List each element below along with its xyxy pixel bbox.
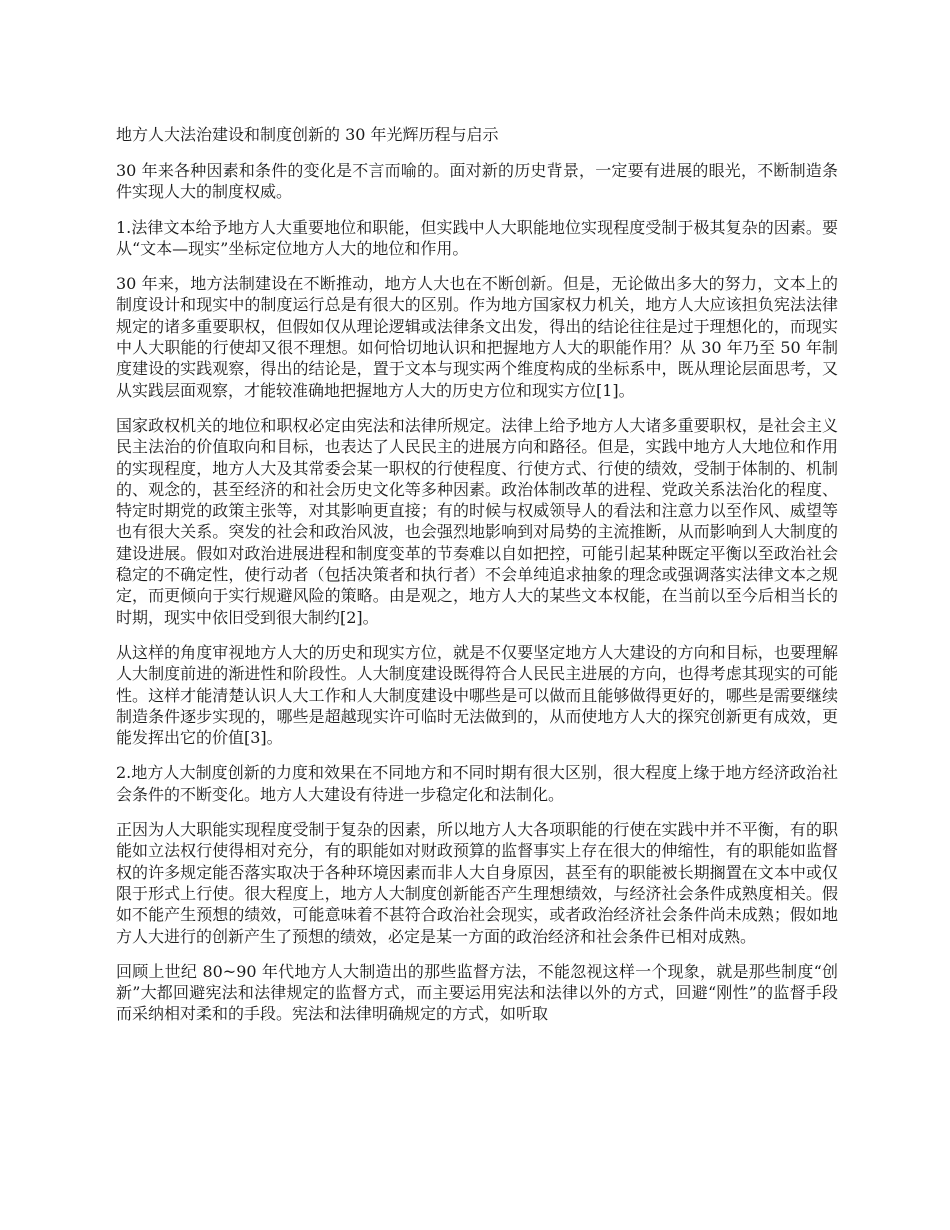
paragraph-5: 从这样的角度审视地方人大的历史和现实方位，就是不仅要坚定地方人大建设的方向和目标，也要理解人大制度前进的渐进性和阶段性。人大制度建设既得符合人民民主进展的方向，也得考虑其现实的可能性。这样才能清楚认识人大工作和人大制度建设中哪些是可以做而且能够做得更好的，哪些是需要继续制造条件逐步实现的，哪些是超越现实许可临时无法做到的，从而使地方人大的探究创新更有成效，更能发挥出它的价值[3]。 (116, 642, 838, 748)
document-title: 地方人大法治建设和制度创新的 30 年光辉历程与启示 (116, 125, 499, 144)
paragraph-8: 回顾上世纪 80~90 年代地方人大制造出的那些监督方法，不能忽视这样一个现象，就是那些制度“创新”大都回避宪法和法律规定的监督方式，而主要运用宪法和法律以外的方式，回避“刚性”的监督手段而采纳相对柔和的手段。宪法和法律明确规定的方式，如听取 (116, 961, 838, 1024)
paragraph-4: 国家政权机关的地位和职权必定由宪法和法律所规定。法律上给予地方人大诸多重要职权，是社会主义民主法治的价值取向和目标，也表达了人民民主的进展方向和路径。但是，实践中地方人大地位和作用的实现程度，地方人大及其常委会某一职权的行使程度、行使方式、行使的绩效，受制于体制的、机制的、观念的，甚至经济的和社会历史文化等多种因素。政治体制改革的进程、党政关系法治化的程度、特定时期党的政策主张等，对其影响更直接；有的时候与权威领导人的看法和注意力以至作风、威望等也有很大关系。突发的社会和政治风波，也会强烈地影响到对局势的主流推断，从而影响到人大制度的建设进展。假如对政治进展进程和制度变革的节奏难以自如把控，可能引起某种既定平衡以至政治社会稳定的不确定性，使行动者（包括决策者和执行者）不会单纯追求抽象的理念或强调落实法律文本之规定，而更倾向于实行规避风险的策略。由是观之，地方人大的某些文本权能，在当前以至今后相当长的时期，现实中依旧受到很大制约[2]。 (116, 415, 838, 627)
paragraph-3: 30 年来，地方法制建设在不断推动，地方人大也在不断创新。但是，无论做出多大的努力，文本上的制度设计和现实中的制度运行总是有很大的区别。作为地方国家权力机关，地方人大应该担负宪法法律规定的诸多重要职权，但假如仅从理论逻辑或法律条文出发，得出的结论往往是过于理想化的，而现实中人大职能的行使却又很不理想。如何恰切地认识和把握地方人大的职能作用？从 30 年乃至 50 年制度建设的实践观察，得出的结论是，置于文本与现实两个维度构成的坐标系中，既从理论层面思考，又从实践层面观察，才能较准确地把握地方人大的历史方位和现实方位[1]。 (116, 274, 838, 400)
paragraph-7: 正因为人大职能实现程度受制于复杂的因素，所以地方人大各项职能的行使在实践中并不平衡，有的职能如立法权行使得相对充分，有的职能如对财政预算的监督事实上存在很大的伸缩性，有的职能如监督权的许多规定能否落实取决于各种环境因素而非人大自身原因，甚至有的职能被长期搁置在文本中或仅限于形式上行使。很大程度上，地方人大制度创新能否产生理想绩效，与经济社会条件成熟度相关。假如不能产生预想的绩效，可能意味着不甚符合政治社会现实，或者政治经济社会条件尚未成熟；假如地方人大进行的创新产生了预想的绩效，必定是某一方面的政治经济和社会条件已相对成熟。 (116, 820, 838, 946)
paragraph-6-heading: 2.地方人大制度创新的力度和效果在不同地方和不同时期有很大区别，很大程度上缘于地方经济政治社会条件的不断变化。地方人大建设有待进一步稳定化和法制化。 (116, 763, 838, 804)
document-page (116, 122, 838, 1039)
paragraph-1: 30 年来各种因素和条件的变化是不言而喻的。面对新的历史背景，一定要有进展的眼光，不断制造条件实现人大的制度权威。 (116, 161, 838, 202)
paragraph-2-heading: 1.法律文本给予地方人大重要地位和职能，但实践中人大职能地位实现程度受制于极其复杂的因素。要从“文本—现实”坐标定位地方人大的地位和作用。 (116, 217, 838, 258)
